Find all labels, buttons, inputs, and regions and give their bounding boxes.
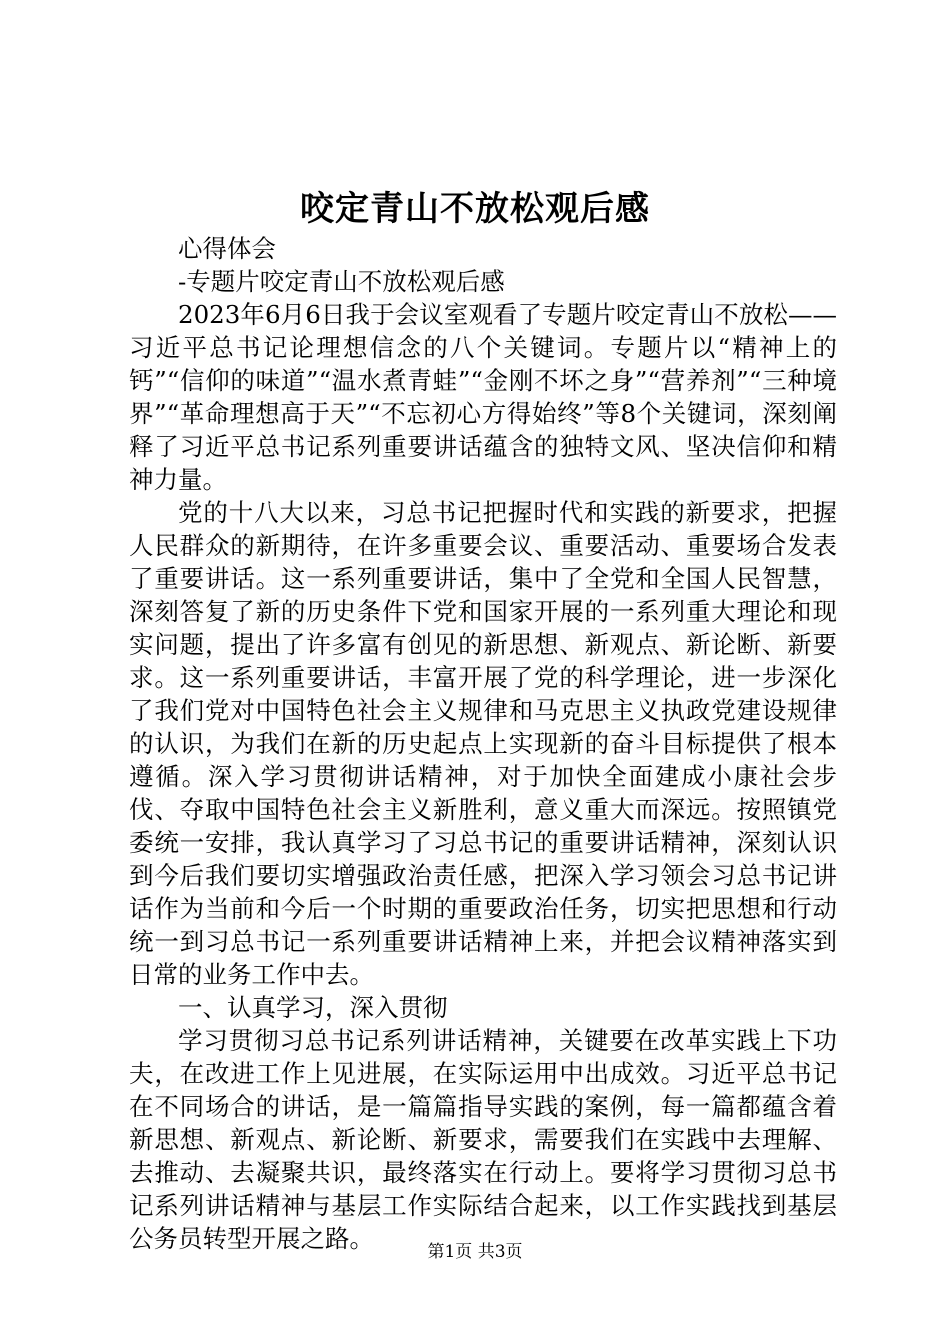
document-title: 咬定青山不放松观后感 xyxy=(300,189,650,229)
paragraph-subtitle: -专题片咬定青山不放松观后感 xyxy=(178,267,505,296)
paragraph-intro: 2023年6月6日我于会议室观看了专题片咬定青山不放松——习近平总书记论理想信念的八个关键词。专题片以“精神上的钙”“信仰的味道”“温水煮青蛙”“金刚不坏之身”“营养剂”“三种境界”“革命理想高于天”“不忘初心方得始终”等8个关键词，深刻阐释了习近平总书记系列重要讲话蕴含的独特文风、坚决信仰和精神力量。 xyxy=(129,300,837,494)
page-footer: 第1页 共3页 xyxy=(427,1242,523,1262)
document-body xyxy=(129,232,837,1255)
paragraph-section-one: 学习贯彻习总书记系列讲话精神，关键要在改革实践上下功夫，在改进工作上见进展，在实际运用中出成效。习近平总书记在不同场合的讲话，是一篇篇指导实践的案例，每一篇都蕴含着新思想、新观点、新论断、新要求，需要我们在实践中去理解、去推动、去凝聚共识，最终落实在行动上。要将学习贯彻习总书记系列讲话精神与基层工作实际结合起来，以工作实践找到基层公务员转型开展之路。 xyxy=(129,1026,837,1253)
section-heading: 一、认真学习，深入贯彻 xyxy=(178,993,448,1022)
paragraph-category: 心得体会 xyxy=(178,234,276,263)
paragraph-main: 党的十八大以来，习总书记把握时代和实践的新要求，把握人民群众的新期待，在许多重要会议、重要活动、重要场合发表了重要讲话。这一系列重要讲话，集中了全党和全国人民智慧，深刻答复了新的历史条件下党和国家开展的一系列重大理论和现实问题，提出了许多富有创见的新思想、新观点、新论断、新要求。这一系列重要讲话，丰富开展了党的科学理论，进一步深化了我们党对中国特色社会主义规律和马克思主义执政党建设规律的认识，为我们在新的历史起点上实现新的奋斗目标提供了根本遵循。深入学习贯彻讲话精神，对于加快全面建成小康社会步伐、夺取中国特色社会主义新胜利，意义重大而深远。按照镇党委统一安排，我认真学习了习总书记的重要讲话精神，深刻认识到今后我们要切实增强政治责任感，把深入学习领会习总书记讲话作为当前和今后一个时期的重要政治任务，切实把思想和行动统一到习总书记一系列重要讲话精神上来，并把会议精神落实到日常的业务工作中去。 xyxy=(129,498,837,989)
